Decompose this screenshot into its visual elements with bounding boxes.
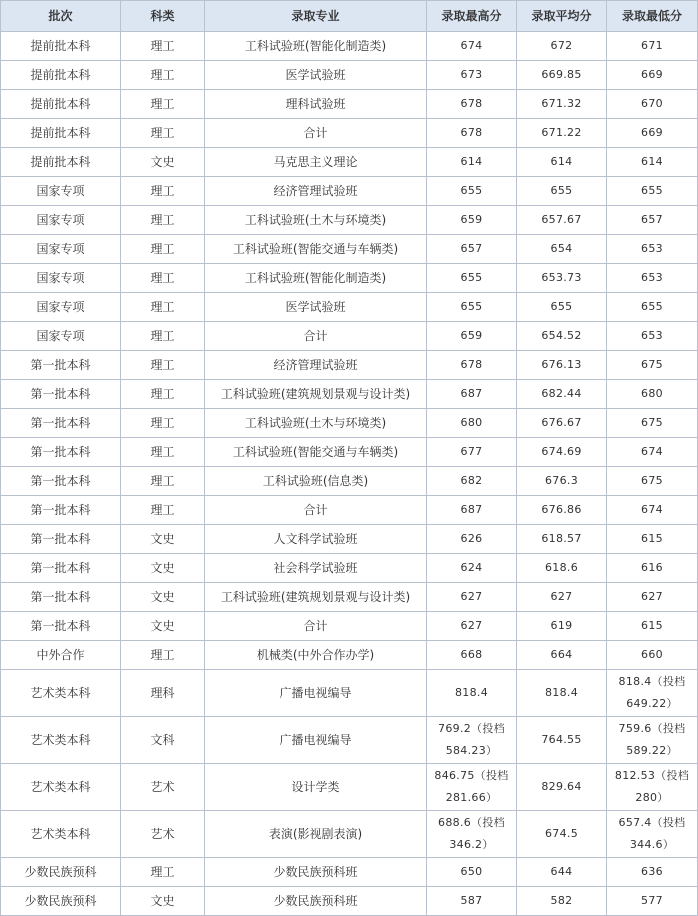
cell-category: 理工: [121, 438, 205, 467]
table-row: [1, 61, 698, 90]
table-row: [1, 858, 698, 887]
cell-max-score: 687: [427, 380, 517, 409]
cell-category: 理工: [121, 641, 205, 670]
cell-avg-score: 654.52: [517, 322, 607, 351]
cell-min-score: 669: [607, 61, 698, 90]
cell-avg-score: 674.5: [517, 811, 607, 858]
cell-major: 医学试验班: [205, 293, 427, 322]
cell-avg-score: 676.13: [517, 351, 607, 380]
cell-max-score: 624: [427, 554, 517, 583]
cell-min-score: 577: [607, 887, 698, 916]
cell-category: 理工: [121, 293, 205, 322]
cell-max-score: 680: [427, 409, 517, 438]
cell-max-score: 688.6（投档346.2）: [427, 811, 517, 858]
cell-major: 工科试验班(建筑规划景观与设计类): [205, 583, 427, 612]
table-row: [1, 717, 698, 764]
cell-max-score: 678: [427, 351, 517, 380]
cell-category: 艺术: [121, 764, 205, 811]
cell-batch: 艺术类本科: [1, 670, 121, 717]
cell-avg-score: 655: [517, 293, 607, 322]
cell-min-score: 616: [607, 554, 698, 583]
cell-avg-score: 829.64: [517, 764, 607, 811]
table-row: [1, 148, 698, 177]
cell-batch: 艺术类本科: [1, 717, 121, 764]
cell-major: 合计: [205, 322, 427, 351]
cell-batch: 第一批本科: [1, 525, 121, 554]
cell-max-score: 682: [427, 467, 517, 496]
cell-major: 少数民族预科班: [205, 887, 427, 916]
cell-major: 理科试验班: [205, 90, 427, 119]
cell-batch: 艺术类本科: [1, 764, 121, 811]
cell-batch: 少数民族预科: [1, 887, 121, 916]
cell-max-score: 655: [427, 264, 517, 293]
cell-category: 文史: [121, 887, 205, 916]
cell-major: 广播电视编导: [205, 717, 427, 764]
cell-max-score: 677: [427, 438, 517, 467]
cell-avg-score: 671.22: [517, 119, 607, 148]
cell-min-score: 818.4（投档649.22）: [607, 670, 698, 717]
cell-batch: 第一批本科: [1, 467, 121, 496]
cell-category: 文史: [121, 583, 205, 612]
cell-min-score: 680: [607, 380, 698, 409]
cell-max-score: 627: [427, 583, 517, 612]
cell-min-score: 655: [607, 177, 698, 206]
table-row: [1, 583, 698, 612]
cell-max-score: 626: [427, 525, 517, 554]
header-batch: 批次: [1, 1, 121, 32]
cell-max-score: 673: [427, 61, 517, 90]
table-row: [1, 380, 698, 409]
cell-major: 人文科学试验班: [205, 525, 427, 554]
table-row: [1, 641, 698, 670]
cell-avg-score: 764.55: [517, 717, 607, 764]
cell-batch: 第一批本科: [1, 351, 121, 380]
cell-min-score: 614: [607, 148, 698, 177]
cell-batch: 艺术类本科: [1, 811, 121, 858]
cell-avg-score: 672: [517, 32, 607, 61]
cell-major: 表演(影视剧表演): [205, 811, 427, 858]
cell-category: 文史: [121, 554, 205, 583]
cell-max-score: 650: [427, 858, 517, 887]
cell-avg-score: 614: [517, 148, 607, 177]
cell-major: 合计: [205, 119, 427, 148]
cell-max-score: 678: [427, 119, 517, 148]
cell-min-score: 675: [607, 467, 698, 496]
table-row: [1, 235, 698, 264]
cell-max-score: 657: [427, 235, 517, 264]
cell-category: 文史: [121, 612, 205, 641]
table-row: [1, 119, 698, 148]
header-max-score: 录取最高分: [427, 1, 517, 32]
cell-batch: 第一批本科: [1, 583, 121, 612]
table-row: [1, 90, 698, 119]
cell-major: 工科试验班(土木与环境类): [205, 206, 427, 235]
table-row: [1, 264, 698, 293]
cell-category: 理工: [121, 496, 205, 525]
cell-major: 经济管理试验班: [205, 351, 427, 380]
cell-avg-score: 618.6: [517, 554, 607, 583]
cell-batch: 国家专项: [1, 264, 121, 293]
cell-category: 理工: [121, 858, 205, 887]
cell-min-score: 653: [607, 235, 698, 264]
cell-avg-score: 653.73: [517, 264, 607, 293]
table-row: [1, 293, 698, 322]
table-row: [1, 206, 698, 235]
cell-batch: 少数民族预科: [1, 858, 121, 887]
cell-min-score: 675: [607, 351, 698, 380]
cell-max-score: 674: [427, 32, 517, 61]
table-row: [1, 322, 698, 351]
cell-avg-score: 619: [517, 612, 607, 641]
cell-avg-score: 676.67: [517, 409, 607, 438]
cell-category: 理工: [121, 90, 205, 119]
cell-max-score: 587: [427, 887, 517, 916]
cell-major: 工科试验班(信息类): [205, 467, 427, 496]
cell-batch: 第一批本科: [1, 496, 121, 525]
cell-max-score: 659: [427, 206, 517, 235]
cell-major: 设计学类: [205, 764, 427, 811]
cell-min-score: 653: [607, 264, 698, 293]
cell-min-score: 759.6（投档589.22）: [607, 717, 698, 764]
cell-batch: 国家专项: [1, 322, 121, 351]
cell-category: 理科: [121, 670, 205, 717]
cell-avg-score: 676.86: [517, 496, 607, 525]
cell-category: 理工: [121, 177, 205, 206]
cell-batch: 第一批本科: [1, 438, 121, 467]
cell-batch: 国家专项: [1, 177, 121, 206]
cell-major: 少数民族预科班: [205, 858, 427, 887]
table-row: [1, 554, 698, 583]
cell-major: 工科试验班(智能交通与车辆类): [205, 438, 427, 467]
cell-batch: 提前批本科: [1, 90, 121, 119]
cell-avg-score: 818.4: [517, 670, 607, 717]
cell-category: 文史: [121, 525, 205, 554]
header-category: 科类: [121, 1, 205, 32]
cell-major: 经济管理试验班: [205, 177, 427, 206]
cell-max-score: 678: [427, 90, 517, 119]
cell-avg-score: 582: [517, 887, 607, 916]
cell-batch: 中外合作: [1, 641, 121, 670]
cell-max-score: 769.2（投档584.23）: [427, 717, 517, 764]
table-row: [1, 409, 698, 438]
cell-batch: 提前批本科: [1, 148, 121, 177]
cell-category: 理工: [121, 264, 205, 293]
cell-batch: 提前批本科: [1, 61, 121, 90]
table-row: [1, 612, 698, 641]
table-row: [1, 467, 698, 496]
cell-avg-score: 676.3: [517, 467, 607, 496]
cell-category: 文科: [121, 717, 205, 764]
cell-batch: 第一批本科: [1, 380, 121, 409]
cell-max-score: 614: [427, 148, 517, 177]
cell-batch: 国家专项: [1, 206, 121, 235]
cell-category: 理工: [121, 61, 205, 90]
cell-category: 艺术: [121, 811, 205, 858]
cell-avg-score: 618.57: [517, 525, 607, 554]
cell-max-score: 627: [427, 612, 517, 641]
table-row: [1, 32, 698, 61]
table-row: [1, 177, 698, 206]
cell-major: 工科试验班(土木与环境类): [205, 409, 427, 438]
cell-avg-score: 627: [517, 583, 607, 612]
cell-min-score: 674: [607, 438, 698, 467]
cell-min-score: 657: [607, 206, 698, 235]
cell-max-score: 655: [427, 177, 517, 206]
cell-major: 工科试验班(建筑规划景观与设计类): [205, 380, 427, 409]
cell-major: 工科试验班(智能化制造类): [205, 32, 427, 61]
cell-category: 理工: [121, 235, 205, 264]
cell-major: 医学试验班: [205, 61, 427, 90]
header-avg-score: 录取平均分: [517, 1, 607, 32]
table-row: [1, 438, 698, 467]
cell-avg-score: 674.69: [517, 438, 607, 467]
cell-min-score: 812.53（投档280）: [607, 764, 698, 811]
cell-max-score: 687: [427, 496, 517, 525]
cell-max-score: 659: [427, 322, 517, 351]
cell-category: 理工: [121, 322, 205, 351]
cell-major: 工科试验班(智能交通与车辆类): [205, 235, 427, 264]
cell-min-score: 627: [607, 583, 698, 612]
cell-avg-score: 655: [517, 177, 607, 206]
table-row: [1, 811, 698, 858]
cell-avg-score: 644: [517, 858, 607, 887]
cell-batch: 提前批本科: [1, 32, 121, 61]
cell-min-score: 636: [607, 858, 698, 887]
cell-max-score: 668: [427, 641, 517, 670]
cell-batch: 国家专项: [1, 293, 121, 322]
table-row: [1, 496, 698, 525]
table-header-row: [1, 1, 698, 32]
cell-category: 理工: [121, 380, 205, 409]
cell-min-score: 669: [607, 119, 698, 148]
cell-min-score: 675: [607, 409, 698, 438]
cell-category: 理工: [121, 467, 205, 496]
cell-avg-score: 664: [517, 641, 607, 670]
table-body: [1, 32, 698, 916]
cell-batch: 第一批本科: [1, 612, 121, 641]
cell-avg-score: 671.32: [517, 90, 607, 119]
cell-batch: 第一批本科: [1, 409, 121, 438]
cell-category: 理工: [121, 206, 205, 235]
table-row: [1, 525, 698, 554]
cell-min-score: 615: [607, 612, 698, 641]
header-min-score: 录取最低分: [607, 1, 698, 32]
cell-avg-score: 682.44: [517, 380, 607, 409]
cell-avg-score: 669.85: [517, 61, 607, 90]
cell-min-score: 655: [607, 293, 698, 322]
cell-max-score: 846.75（投档281.66）: [427, 764, 517, 811]
table-row: [1, 351, 698, 380]
cell-major: 合计: [205, 612, 427, 641]
cell-batch: 国家专项: [1, 235, 121, 264]
cell-batch: 第一批本科: [1, 554, 121, 583]
table-row: [1, 887, 698, 916]
cell-major: 合计: [205, 496, 427, 525]
cell-avg-score: 654: [517, 235, 607, 264]
table-row: [1, 670, 698, 717]
cell-min-score: 615: [607, 525, 698, 554]
cell-category: 理工: [121, 119, 205, 148]
cell-major: 马克思主义理论: [205, 148, 427, 177]
header-major: 录取专业: [205, 1, 427, 32]
cell-max-score: 655: [427, 293, 517, 322]
cell-batch: 提前批本科: [1, 119, 121, 148]
cell-min-score: 674: [607, 496, 698, 525]
cell-category: 理工: [121, 409, 205, 438]
cell-category: 理工: [121, 32, 205, 61]
cell-min-score: 657.4（投档344.6）: [607, 811, 698, 858]
cell-min-score: 671: [607, 32, 698, 61]
cell-major: 社会科学试验班: [205, 554, 427, 583]
cell-avg-score: 657.67: [517, 206, 607, 235]
cell-category: 文史: [121, 148, 205, 177]
cell-major: 工科试验班(智能化制造类): [205, 264, 427, 293]
cell-category: 理工: [121, 351, 205, 380]
cell-major: 广播电视编导: [205, 670, 427, 717]
cell-min-score: 660: [607, 641, 698, 670]
table-row: [1, 764, 698, 811]
cell-major: 机械类(中外合作办学): [205, 641, 427, 670]
cell-min-score: 653: [607, 322, 698, 351]
cell-max-score: 818.4: [427, 670, 517, 717]
cell-min-score: 670: [607, 90, 698, 119]
